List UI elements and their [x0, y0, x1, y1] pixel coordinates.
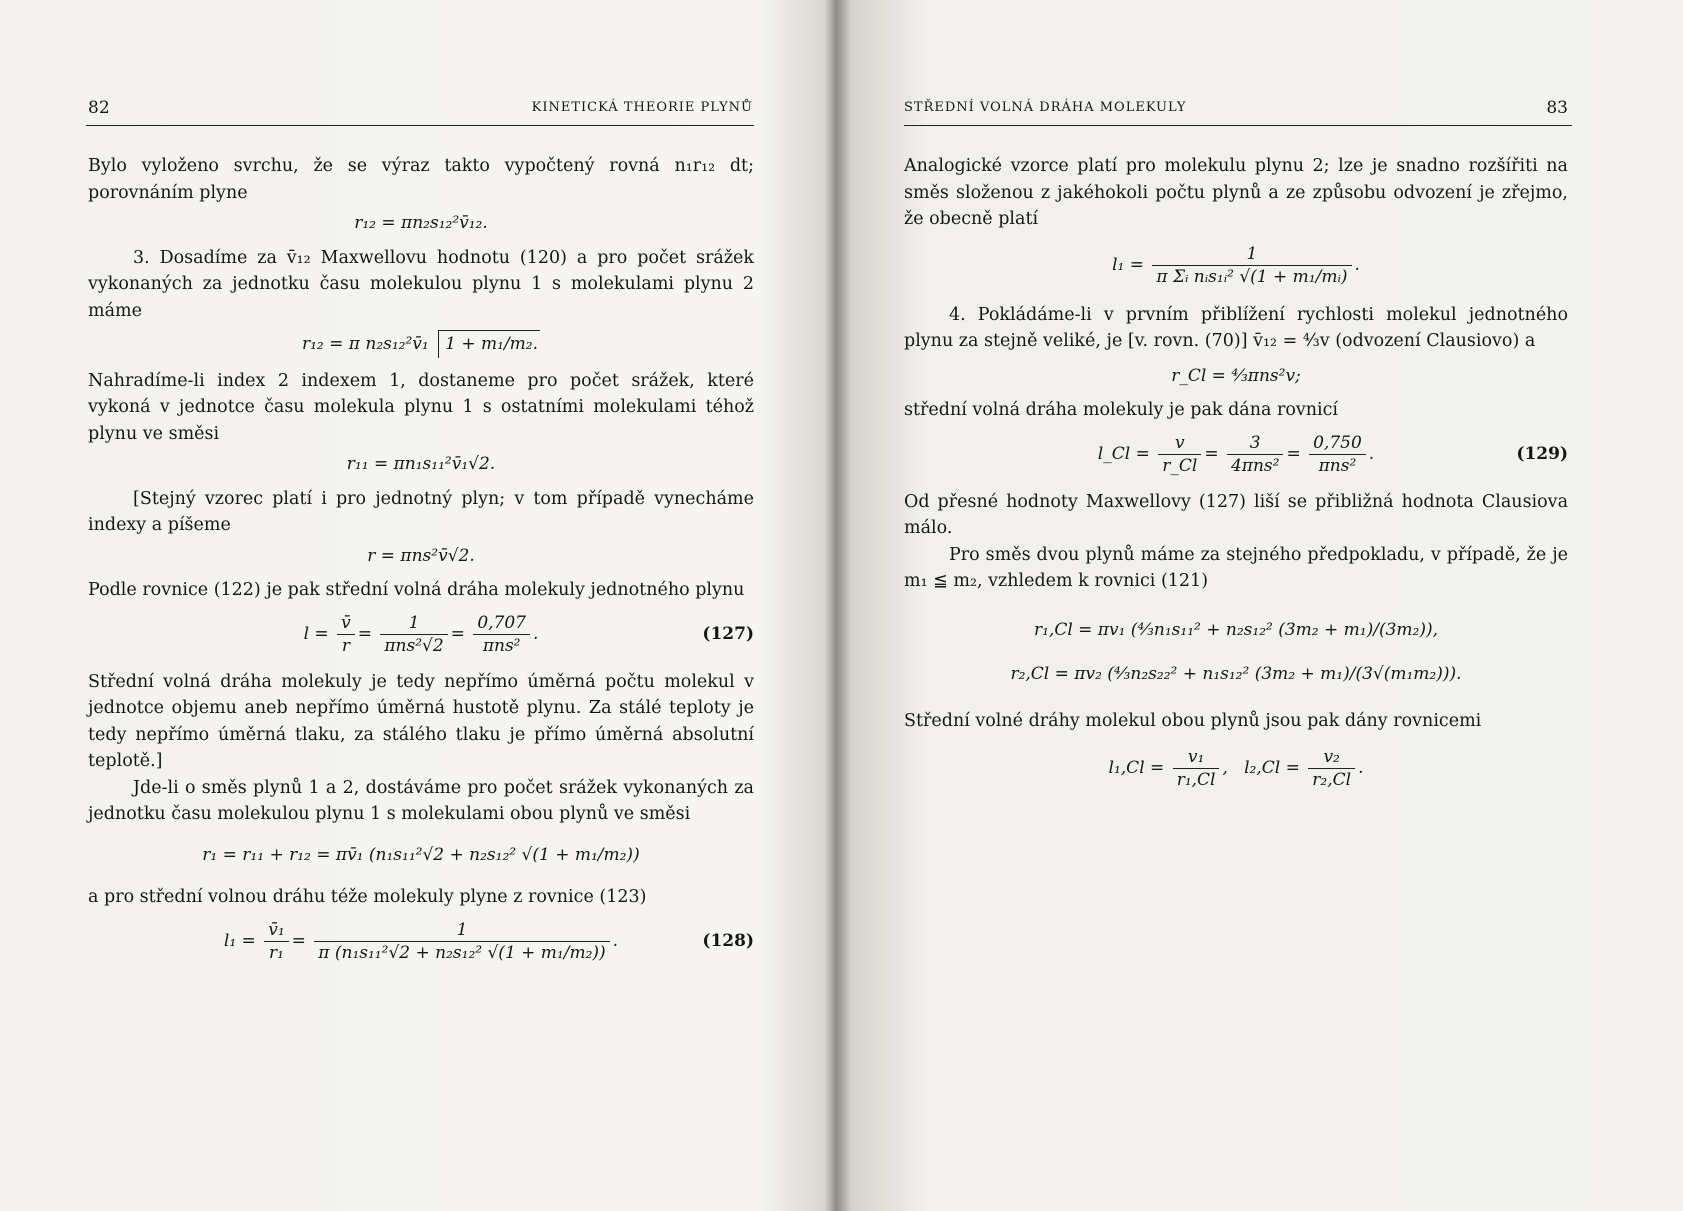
header-rule — [86, 125, 754, 126]
denominator: π Σᵢ nᵢs₁ᵢ² √(1 + m₁/mᵢ) — [1156, 266, 1348, 287]
denominator: r₁ — [268, 942, 284, 963]
fraction — [1173, 746, 1220, 791]
numerator: v — [1158, 432, 1201, 455]
equation: r₁ = r₁₁ + r₁₂ = πv̄₁ (n₁s₁₁²√2 + n₂s₁₂² √(1 + m₁/m₂)) — [202, 844, 640, 865]
paragraph: Střední volná dráha molekuly je tedy nepřímo úměrná počtu molekul v jednotce objemu aneb nepřímo úměrná hustotě plynu. Za stálé teploty je tedy nepřímo úměrná tlaku, za stálého tlaku je přímo úměrná absolutní teplotě.] — [88, 671, 754, 771]
paragraph: Jde-li o směs plynů 1 a 2, dostáváme pro počet srážek vykonaných za jednotku času molekulou plynu 1 s molekulami obou plynů ve směsi — [88, 777, 754, 824]
numerator: 0,750 — [1309, 432, 1366, 455]
paragraph: Pro směs dvou plynů máme za stejného předpokladu, v případě, že je m₁ ≦ m₂, vzhledem k rovnici (121) — [904, 544, 1568, 591]
paragraph: Analogické vzorce platí pro molekulu plynu 2; lze je snadno rozšířiti na směs složenou z jakéhokoli počtu plynů a ze způsobu odvození je zřejmo, že obecně platí — [904, 156, 1568, 229]
paragraph: Od přesné hodnoty Maxwellovy (127) liší se přibližná hodnota Clausiova málo. — [904, 491, 1568, 538]
denominator: r₂,Cl — [1312, 770, 1352, 790]
fraction — [473, 612, 530, 657]
fraction — [1152, 243, 1351, 288]
equation-label: (127) — [702, 623, 754, 644]
right-body — [904, 153, 1568, 799]
right-header — [904, 100, 1568, 122]
numerator: v₁ — [1173, 746, 1220, 769]
equation: r₁₂ = πn₂s₁₂²v̄₁₂. — [354, 213, 488, 233]
denominator: π (n₁s₁₁²√2 + n₂s₁₂² √(1 + m₁/m₂)) — [318, 942, 606, 963]
fraction — [380, 612, 447, 657]
fraction — [1309, 432, 1366, 477]
equation-label: (128) — [702, 930, 754, 951]
running-title: KINETICKÁ THEORIE PLYNŮ — [531, 100, 753, 115]
running-title: STŘEDNÍ VOLNÁ DRÁHA MOLEKULY — [904, 100, 1187, 115]
fraction — [337, 612, 355, 657]
paragraph: střední volná dráha molekuly je pak dána rovnicí — [904, 400, 1339, 420]
equation: r_Cl = ⁴⁄₃πns²v; — [1171, 365, 1301, 386]
numerator: v̄₁ — [264, 919, 288, 942]
eq-lhs: l₁ = — [1112, 254, 1144, 275]
paragraph: Bylo vyloženo svrchu, že se výraz takto vypočtený rovná n₁r₁₂ dt; porovnáním plyne — [88, 156, 754, 203]
radical: 1 + m₁/m₂. — [438, 330, 540, 358]
equation: l = $\frac{v̄}{r}$ = $\frac{1}{\text{πns²√2}}$ = $\frac{0,707}{\text{πns²}}$ . (127) — [303, 612, 754, 656]
paragraph: a pro střední volnou dráhu téže molekuly plyne z rovnice (123) — [88, 887, 647, 907]
paragraph: 3. Dosadíme za v̄₁₂ Maxwellovu hodnotu (120) a pro počet srážek vykonaných za jednotku času molekulou plynu 1 s molekulami plynu 2 máme — [88, 247, 754, 321]
right-page — [848, 0, 1683, 1211]
page-number: 83 — [1546, 98, 1568, 118]
fraction — [314, 919, 609, 964]
fraction — [1308, 746, 1355, 791]
numerator: v̄ — [337, 612, 355, 635]
eq-lhs: l₁,Cl = — [1108, 758, 1165, 778]
paragraph: [Stejný vzorec platí i pro jednotný plyn; v tom případě vynecháme indexy a píšeme — [88, 488, 754, 535]
numerator: 1 — [380, 612, 447, 635]
eq-lhs: l₂,Cl = — [1244, 758, 1300, 778]
denominator: 4πns² — [1230, 455, 1280, 476]
eq-lhs: l_Cl = — [1097, 443, 1150, 464]
numerator: v₂ — [1308, 746, 1355, 769]
fraction — [264, 919, 288, 964]
eq-lhs: l = — [303, 623, 329, 644]
equation: r₁₁ = πn₁s₁₁²v̄₁√2. — [346, 454, 496, 474]
denominator: πns²√2 — [384, 635, 444, 656]
eq-lhs: r₁₂ = π n₂s₁₂²v̄₁ — [301, 334, 429, 354]
equation: l₁ = $\frac{1}{\text{π Σᵢ nᵢs₁ᵢ² √(1 + m₁/mᵢ)}}$ . — [1112, 243, 1360, 287]
numerator: 1 — [314, 919, 609, 942]
equation: r₁,Cl = πv₁ (⁴⁄₃n₁s₁₁² + n₂s₁₂² (3m₂ + m₁)/(3m₂)), — [1033, 619, 1439, 640]
numerator: 0,707 — [473, 612, 530, 635]
denominator: r₁,Cl — [1176, 770, 1216, 790]
equation: l₁,Cl = $\frac{\text{v₁}}{\text{r₁,Cl}}$ , l₂,Cl = $\frac{\text{v₂}}{\text{r₂,Cl}}$ . — [1108, 747, 1364, 790]
denominator: r — [341, 635, 350, 656]
paragraph: Podle rovnice (122) je pak střední volná dráha molekuly jednotného plynu — [88, 580, 745, 600]
denominator: r_Cl — [1162, 455, 1198, 476]
denominator: πns² — [1318, 455, 1357, 476]
page-number: 82 — [88, 98, 110, 118]
equation: r = πns²v̄√2. — [367, 545, 475, 566]
equation: l_Cl = $\frac{v}{r\_Cl}$ = $\frac{3}{\text{4πns²}}$ = $\frac{0,750}{\text{πns²}}$ . (129) — [1097, 432, 1568, 476]
eq-lhs: l₁ = — [223, 930, 256, 951]
left-page — [0, 0, 835, 1211]
equation — [88, 330, 754, 358]
numerator: 3 — [1227, 432, 1283, 455]
equation-label: (129) — [1516, 443, 1568, 464]
left-header — [88, 100, 753, 122]
fraction — [1158, 432, 1201, 477]
numerator: 1 — [1152, 243, 1351, 266]
paragraph: 4. Pokládáme-li v prvním přiblížení rychlosti molekul jednotného plynu za stejně veliké, je [v. rovn. (70)] v̄₁₂ = ⁴⁄₃v (odvození Clausiovo) a — [904, 304, 1568, 351]
left-body — [88, 153, 754, 972]
equation: r₂,Cl = πv₂ (⁴⁄₃n₂s₂₂² + n₁s₁₂² (3m₂ + m₁)/(3√(m₁m₂))). — [1010, 664, 1462, 684]
denominator: πns² — [482, 635, 521, 656]
header-rule — [904, 125, 1572, 126]
paragraph: Střední volné dráhy molekul obou plynů jsou pak dány rovnicemi — [904, 710, 1482, 731]
equation: l₁ = $\frac{\text{v̄₁}}{\text{r₁}}$ = $\frac{1}{\text{π (n₁s₁₁²√2 + n₂s₁₂² √(1 + m₁/m₂))}}$ . (128) — [223, 919, 754, 963]
fraction — [1227, 432, 1283, 477]
paragraph: Nahradíme-li index 2 indexem 1, dostaneme pro počet srážek, které vykoná v jednotce času molekula plynu 1 s ostatními molekulami téhož plynu ve směsi — [88, 370, 754, 444]
